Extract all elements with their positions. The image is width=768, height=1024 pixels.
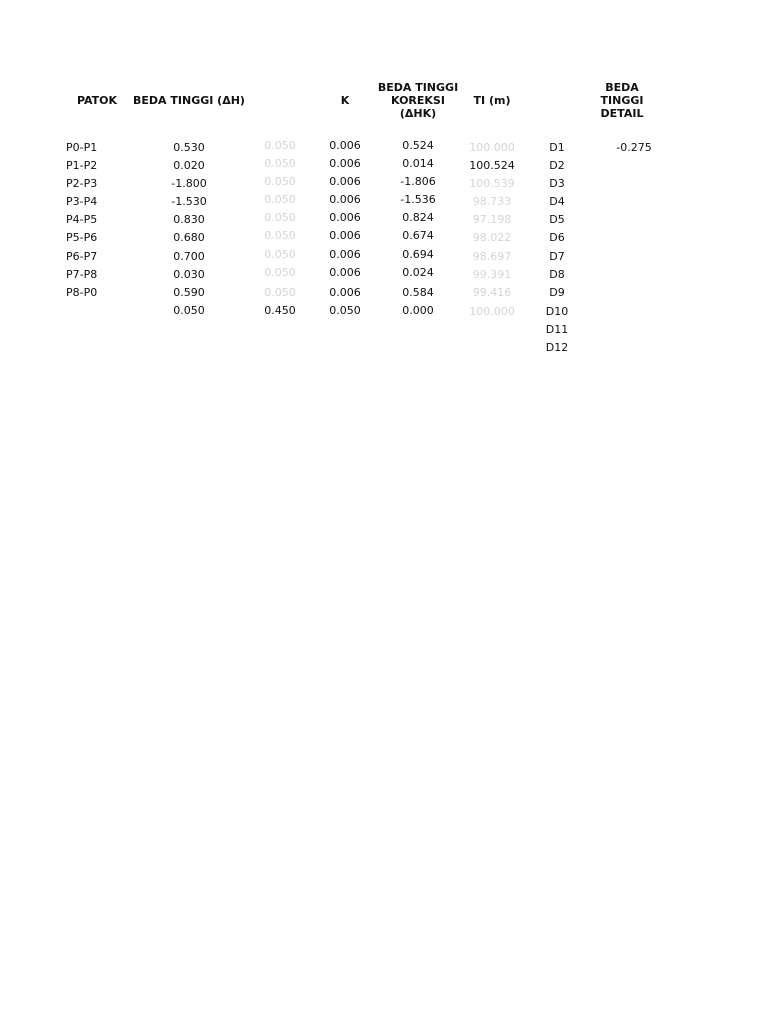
header-beda-tinggi-koreksi-line2: KOREKSI [391,94,445,107]
cell-k: 0.006 [329,229,361,242]
header-detail-line1: BEDA [605,81,639,94]
total-ti: 100.000 [469,305,515,318]
cell-dh: -1.530 [171,195,207,208]
cell-patok: P6-P7 [66,250,98,263]
cell-dhk: 0.674 [402,229,434,242]
cell-ti: 100.524 [469,159,515,172]
cell-dh: 0.680 [173,231,205,244]
cell-d: D9 [549,286,565,299]
cell-dhk: 0.014 [402,157,434,170]
cell-d: D8 [549,268,565,281]
header-k: K [340,94,350,107]
header-patok: PATOK [76,94,118,107]
cell-ti: 99.416 [472,286,512,299]
cell-dhk: 0.524 [402,139,434,152]
cell-d: D10 [545,305,569,318]
cell-dhk: 0.694 [402,248,434,261]
cell-k: 0.006 [329,266,361,279]
cell-k: 0.006 [329,175,361,188]
cell-ti: 98.022 [472,231,512,244]
cell-ti: 100.000 [469,141,515,154]
cell-dh: -1.800 [171,177,207,190]
cell-aux: 0.050 [264,229,296,242]
cell-patok: P2-P3 [66,177,98,190]
cell-dh: 0.020 [173,159,205,172]
cell-ti: 98.733 [472,195,512,208]
header-detail-line3: DETAIL [600,107,644,120]
cell-patok: P1-P2 [66,159,98,172]
cell-aux: 0.050 [264,139,296,152]
header-detail-line2: TINGGI [600,94,644,107]
total-aux: 0.450 [264,304,296,317]
cell-aux: 0.050 [264,266,296,279]
cell-dh: 0.530 [173,141,205,154]
cell-patok: P4-P5 [66,213,98,226]
cell-d: D4 [549,195,565,208]
cell-k: 0.006 [329,193,361,206]
cell-dh: 0.030 [173,268,205,281]
cell-dhk: -1.806 [400,175,436,188]
cell-d: D11 [545,323,569,336]
cell-dh: 0.700 [173,250,205,263]
cell-patok: P0-P1 [66,141,98,154]
cell-d: D3 [549,177,565,190]
cell-ti: 99.391 [472,268,512,281]
header-ti: TI (m) [473,94,511,107]
cell-d: D6 [549,231,565,244]
cell-detail: -0.275 [616,141,652,154]
cell-k: 0.006 [329,286,361,299]
total-dhk: 0.000 [402,304,434,317]
cell-aux: 0.050 [264,157,296,170]
cell-dhk: -1.536 [400,193,436,206]
cell-dh: 0.830 [173,213,205,226]
cell-aux: 0.050 [264,286,296,299]
cell-dhk: 0.584 [402,286,434,299]
cell-dh: 0.590 [173,286,205,299]
cell-patok: P3-P4 [66,195,98,208]
header-beda-tinggi: BEDA TINGGI (ΔH) [133,94,245,107]
cell-k: 0.006 [329,248,361,261]
header-beda-tinggi-koreksi-line3: (ΔHK) [399,107,437,120]
cell-d: D2 [549,159,565,172]
cell-d: D5 [549,213,565,226]
cell-d: D1 [549,141,565,154]
cell-aux: 0.050 [264,175,296,188]
cell-aux: 0.050 [264,193,296,206]
cell-k: 0.006 [329,211,361,224]
cell-k: 0.006 [329,157,361,170]
cell-ti: 100.539 [469,177,515,190]
total-k: 0.050 [329,304,361,317]
cell-dhk: 0.824 [402,211,434,224]
header-beda-tinggi-koreksi-line1: BEDA TINGGI [377,81,459,94]
cell-d: D12 [545,341,569,354]
cell-patok: P8-P0 [66,286,98,299]
total-dh: 0.050 [173,304,205,317]
cell-d: D7 [549,250,565,263]
cell-patok: P7-P8 [66,268,98,281]
cell-patok: P5-P6 [66,231,98,244]
cell-aux: 0.050 [264,211,296,224]
cell-dhk: 0.024 [402,266,434,279]
cell-k: 0.006 [329,139,361,152]
cell-ti: 97.198 [472,213,512,226]
cell-ti: 98.697 [472,250,512,263]
cell-aux: 0.050 [264,248,296,261]
